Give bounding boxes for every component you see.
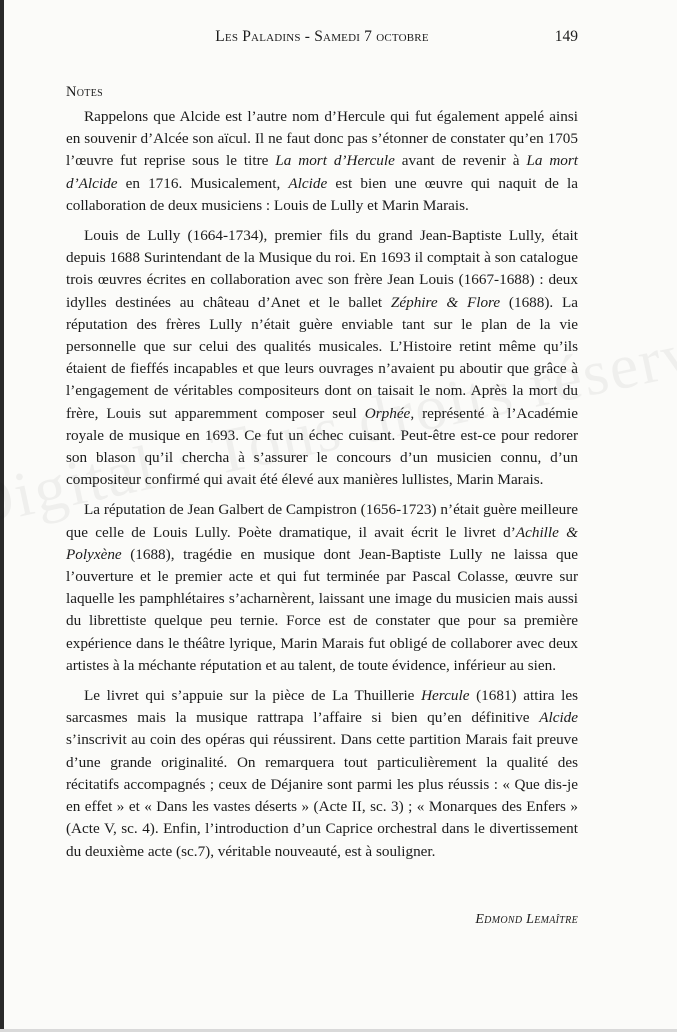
work-title: Hercule xyxy=(421,687,470,705)
page-scan-edge xyxy=(0,0,4,1032)
paragraph-3: La réputation de Jean Galbert de Campistron (1656-1723) n’était guère meilleure que celle de Louis Lully. Poète dramatique, il avait écrit le livret d’Achille & Polyxène (1688), tragédie en musique dont Jean-Baptiste Lully ne laissa que l’ouverture et le premier acte et qui fut terminée par Pascal Colasse, œuvre sur laquelle les pamphlétaires s’acharnèrent, laissant une image du musicien mais aussi du librettiste quelque peu ternie. Force est de constater que pour sa première expérience dans le théâtre lyrique, Marin Marais fut obligé de collaborer avec deux artistes à la méchante réputation et au talent, de toute évidence, inférieur au sien. xyxy=(66,501,578,674)
work-title: La mort d’Alcide xyxy=(66,152,579,192)
work-title: La mort d’Hercule xyxy=(275,152,395,170)
work-title: Achille & Polyxène xyxy=(66,523,578,563)
paragraph-1: Rappelons que Alcide est l’autre nom d’Hercule qui fut également appelé ainsi en souvenir d’Alcée son aïcul. Il ne faut donc pas s’étonner de constater qu’en 1705 l’œuvre fut reprise sous le titre La mort d’Hercule avant de revenir à La mort d’Alcide en 1716. Musicalement, Alcide est bien une œuvre qui naquit de la collaboration de deux musiciens : Louis de Lully et Marin Marais. xyxy=(66,108,579,214)
section-heading: Notes xyxy=(66,84,103,100)
work-title: Alcide xyxy=(288,174,328,192)
paragraph-4: Le livret qui s’appuie sur la pièce de La Thuillerie Hercule (1681) attira les sarcasmes mais la musique rattrapa l’affaire si bien qu’en définitive Alcide s’inscrivit au coin des opéras qui réussirent. Dans cette partition Marais fait preuve d’une grande originalité. On remarquera tout particulièrement la qualité des récitatifs accompagnés ; ceux de Déjanire sont parmi les plus réussis : « Que dis-je en effet » et « Dans les vastes déserts » (Acte II, sc. 3) ; « Monarques des Enfers » (Acte V, sc. 4). Enfin, l’introduction d’un Caprice orchestral dans le divertissement du deuxième acte (sc.7), véritable nouveauté, est à souligner. xyxy=(66,687,579,860)
page-number: 149 xyxy=(554,28,578,45)
work-title: Alcide xyxy=(539,709,578,727)
running-title: Les Paladins - Samedi 7 octobre xyxy=(215,28,429,45)
page-body xyxy=(66,84,579,927)
work-title: Zéphire & Flore xyxy=(390,293,501,311)
work-title: Orphée xyxy=(364,404,411,422)
author-signature: Edmond Lemaître xyxy=(475,912,578,927)
page-header xyxy=(66,28,578,52)
paragraph-2: Louis de Lully (1664-1734), premier fils du grand Jean-Baptiste Lully, était depuis 1688 Surintendant de la Musique du roi. En 1693 il comptait à son catalogue trois œuvres écrites en collaboration avec son frère Jean Louis (1667-1688) : deux idylles destinées au château d’Anet et le ballet Zéphire & Flore (1688). La réputation des frères Lully n’était guère enviable tant sur le plan de la vie personnelle que sur celui des qualités musicales. L’Histoire retint même qu’ils étaient de fieffés incapables et que leurs ouvrages n’avaient pu aboutir que grâce à l’engagement de véritables compositeurs dont on taisait le nom. Après la mort du frère, Louis sut apparemment composer seul Orphée, représenté à l’Académie royale de musique en 1693. Ce fut un échec cuisant. Peut-être est-ce pour redorer son blason qu’il chercha à s’assurer le concours d’un musicien connu, d’un compositeur confirmé qui avait été élevé aux manières lullistes, Marin Marais. xyxy=(66,227,578,489)
